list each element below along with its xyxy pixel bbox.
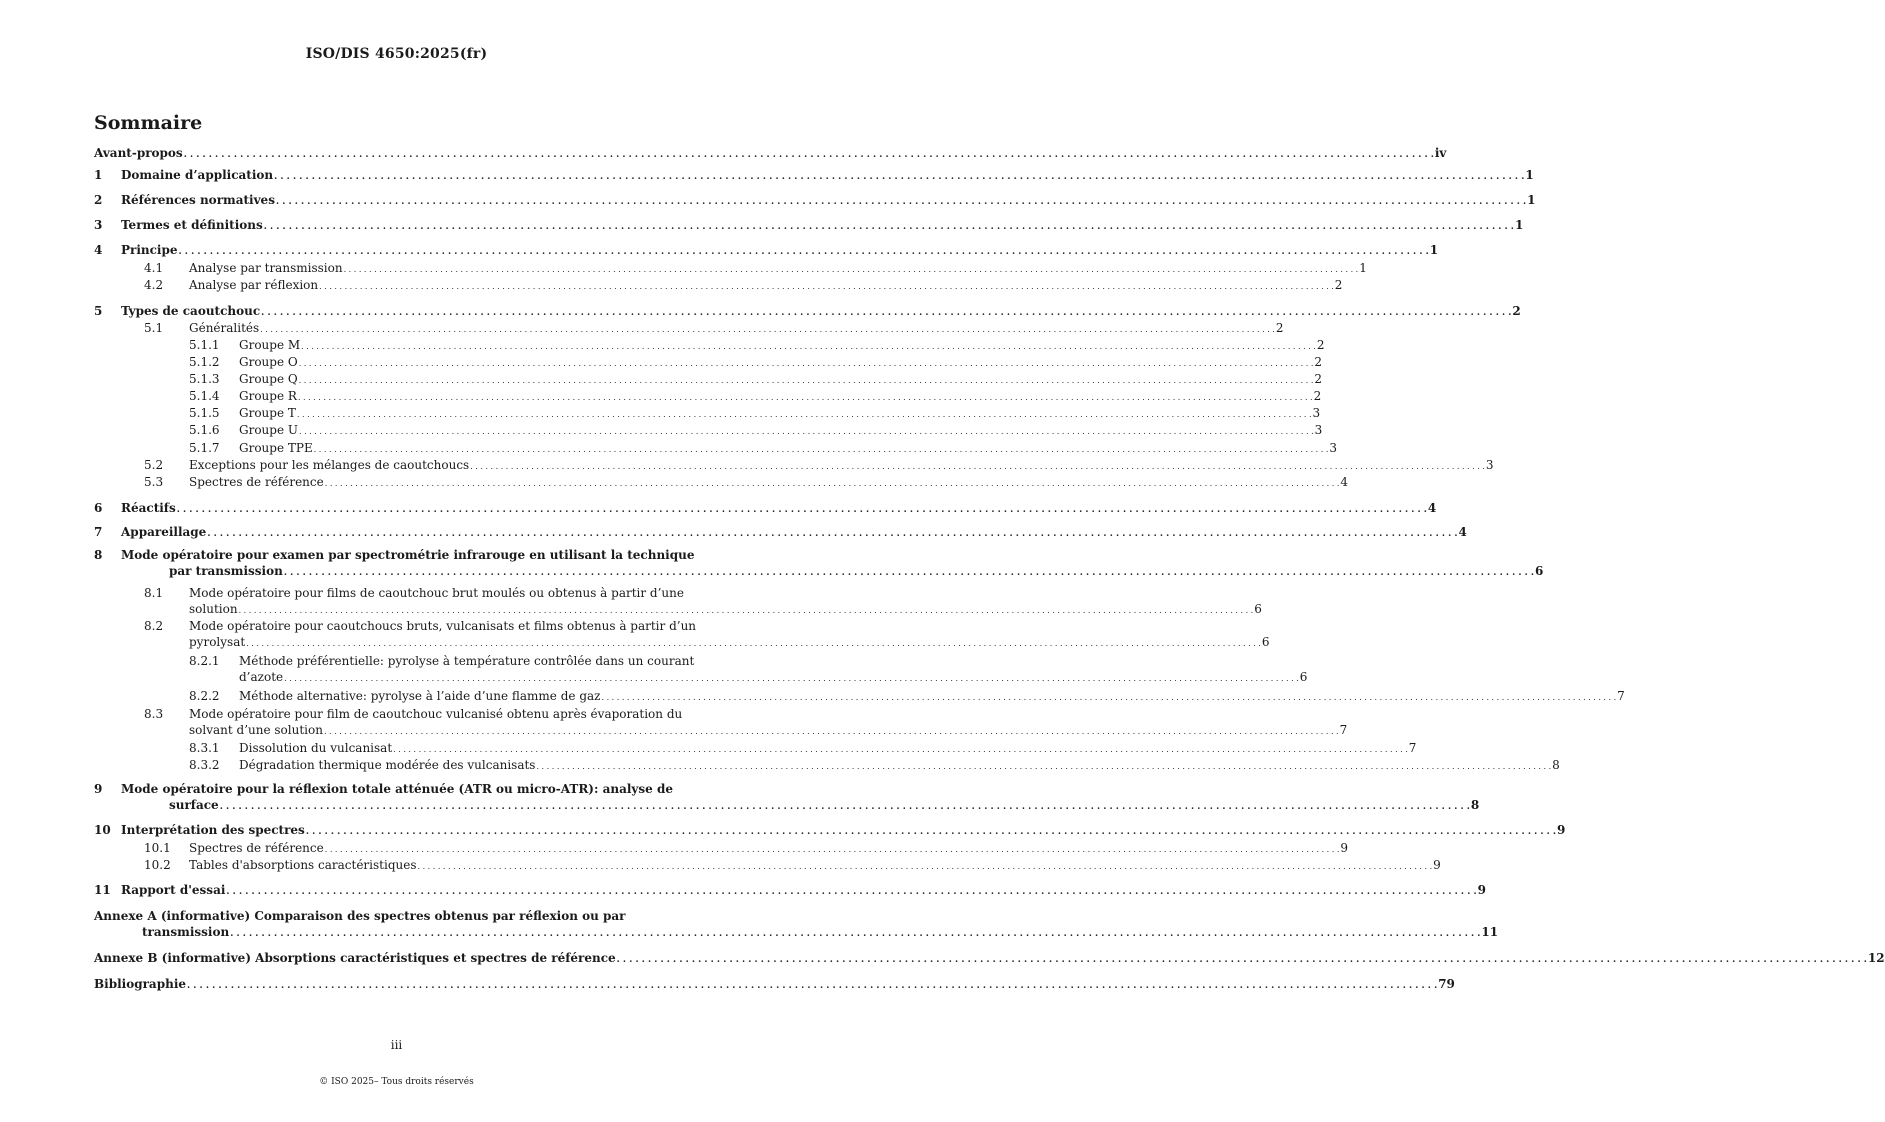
- toc-entry-number: 5.1.4: [189, 389, 220, 403]
- toc-entry-number: 5.1.1: [189, 338, 220, 352]
- toc-entry-page: 2: [1314, 355, 1323, 369]
- toc-entry-number: 8: [94, 548, 103, 562]
- toc-entry-number: 5.3: [144, 475, 164, 489]
- toc-entry-title: Groupe TPE: [239, 441, 313, 455]
- toc-dot-leader: . . . . . . . . . . . . . . . . . . . . . . . . . . . . . . . . . . . . . . . . . . . . . . . . . . . . . . . . . . . . . . . . . . . . . . . . . . . . . . . . . . . . . . . . . . . . . . . . . . . . . . . . . . . . . . . . . . . . . . . . . . . . . . . . . . . . . . . . . . . . . . . . . . . . . . . . . . . . . . . . . . . . . . . . . . . . . . . . . . . . . . . . . . . . . . . . . . . . . . . .: [226, 887, 1477, 897]
- toc-entry-page: 4: [1458, 525, 1467, 539]
- toc-entry-number: 8.3.1: [189, 741, 220, 755]
- toc-entry-page: 6: [1535, 564, 1544, 578]
- toc-entry-page: 2: [1275, 321, 1284, 335]
- toc-dot-leader: . . . . . . . . . . . . . . . . . . . . . . . . . . . . . . . . . . . . . . . . . . . . . . . . . . . . . . . . . . . . . . . . . . . . . . . . . . . . . . . . . . . . . . . . . . . . . . . . . . . . . . . . . . . . . . . . . . . . . . . . . . . . . . . . . . . . . . . . . . . . . . . . . . . . . . . . . . . . . . . . . . . . . . . . . . . . . . . . . . . . . . . . . . . . . . . . . . . . . . . .: [219, 802, 1470, 812]
- toc-entry-page: 9: [1433, 858, 1441, 872]
- toc-dot-leader: . . . . . . . . . . . . . . . . . . . . . . . . . . . . . . . . . . . . . . . . . . . . . . . . . . . . . . . . . . . . . . . . . . . . . . . . . . . . . . . . . . . . . . . . . . . . . . . . . . . . . . . . . . . . . . . . . . . . . . . . . . . . . . . . . . . . . . . . . . . . . . . . . . . . . . . . . . . . . . . . . . . . . . . . . . . . . . . . . . . . . . . . . . . . . . . . . . . . . . . .: [260, 325, 1275, 334]
- toc-entry[interactable]: [94, 474, 1349, 492]
- toc-entry-page: 3: [1314, 423, 1323, 437]
- toc-dot-leader: . . . . . . . . . . . . . . . . . . . . . . . . . . . . . . . . . . . . . . . . . . . . . . . . . . . . . . . . . . . . . . . . . . . . . . . . . . . . . . . . . . . . . . . . . . . . . . . . . . . . . . . . . . . . . . . . . . . . . . . . . . . . . . . . . . . . . . . . . . . . . . . . . . . . . . . . . . . . . . . . . . . . . . . . . . . . . . . . . . . . . . . . . . . . . . . . . . . . . . . .: [238, 606, 1254, 615]
- toc-dot-leader: . . . . . . . . . . . . . . . . . . . . . . . . . . . . . . . . . . . . . . . . . . . . . . . . . . . . . . . . . . . . . . . . . . . . . . . . . . . . . . . . . . . . . . . . . . . . . . . . . . . . . . . . . . . . . . . . . . . . . . . . . . . . . . . . . . . . . . . . . . . . . . . . . . . . . . . . . . . . . . . . . . . . . . . . . . . . . . . . . . . . . . . . . . . . . . . . . . . . . . . .: [299, 427, 1314, 436]
- toc-entry-page: 9: [1340, 841, 1349, 855]
- toc-entry-title: Généralités: [189, 321, 260, 335]
- toc-entry[interactable]: [94, 781, 1480, 815]
- toc-dot-leader: . . . . . . . . . . . . . . . . . . . . . . . . . . . . . . . . . . . . . . . . . . . . . . . . . . . . . . . . . . . . . . . . . . . . . . . . . . . . . . . . . . . . . . . . . . . . . . . . . . . . . . . . . . . . . . . . . . . . . . . . . . . . . . . . . . . . . . . . . . . . . . . . . . . . . . . . . . . . . . . . . . . . . . . . . . . . . . . . . . . . . . . . . . . . . . . . . . . . . . . .: [274, 172, 1525, 182]
- toc-entry-title: Spectres de référence: [189, 475, 324, 489]
- toc-entry-number: 5: [94, 304, 103, 318]
- toc-entry[interactable]: [94, 757, 1560, 775]
- toc-entry-number: 10.1: [144, 841, 171, 855]
- toc-entry-page: 1: [1525, 168, 1534, 182]
- toc-entry-number: 8.3: [144, 707, 164, 721]
- toc-entry-number: 4.2: [144, 278, 164, 292]
- toc-entry-page: 2: [1316, 338, 1325, 352]
- toc-dot-leader: . . . . . . . . . . . . . . . . . . . . . . . . . . . . . . . . . . . . . . . . . . . . . . . . . . . . . . . . . . . . . . . . . . . . . . . . . . . . . . . . . . . . . . . . . . . . . . . . . . . . . . . . . . . . . . . . . . . . . . . . . . . . . . . . . . . . . . . . . . . . . . . . . . . . . . . . . . . . . . . . . . . . . . . . . . . . . . . . . . . . . . . . . . . . . . . . . . . . . . . .: [601, 693, 1617, 702]
- toc-entry-page: 2: [1334, 278, 1343, 292]
- toc-entry[interactable]: [94, 688, 1625, 706]
- toc-entry-number: 11: [94, 883, 111, 897]
- toc-entry[interactable]: [94, 277, 1343, 295]
- toc-entry-title-line: Mode opératoire pour films de caoutchouc brut moulés ou obtenus à partir d’une: [189, 586, 684, 600]
- toc-entry[interactable]: [94, 457, 1494, 475]
- toc-entry-title: Annexe B (informative) Absorptions caractéristiques et spectres de référence: [94, 951, 616, 965]
- toc-entry-title: Domaine d’application: [121, 168, 274, 182]
- toc-entry-number: 8.2: [144, 619, 164, 633]
- toc-dot-leader: . . . . . . . . . . . . . . . . . . . . . . . . . . . . . . . . . . . . . . . . . . . . . . . . . . . . . . . . . . . . . . . . . . . . . . . . . . . . . . . . . . . . . . . . . . . . . . . . . . . . . . . . . . . . . . . . . . . . . . . . . . . . . . . . . . . . . . . . . . . . . . . . . . . . . . . . . . . . . . . . . . . . . . . . . . . . . . . . . . . . . . . . . . . . . . . . . . . . . . . .: [305, 827, 1557, 837]
- toc-dot-leader: . . . . . . . . . . . . . . . . . . . . . . . . . . . . . . . . . . . . . . . . . . . . . . . . . . . . . . . . . . . . . . . . . . . . . . . . . . . . . . . . . . . . . . . . . . . . . . . . . . . . . . . . . . . . . . . . . . . . . . . . . . . . . . . . . . . . . . . . . . . . . . . . . . . . . . . . . . . . . . . . . . . . . . . . . . . . . . . . . . . . . . . . . . . . . . . . . . . . . . . .: [324, 845, 1340, 854]
- toc-entry-number: 4: [94, 243, 103, 257]
- toc-entry-title: Analyse par réflexion: [189, 278, 319, 292]
- toc-entry-page: 6: [1299, 670, 1308, 684]
- toc-entry[interactable]: [94, 908, 1499, 942]
- toc-entry-title-line: Méthode préférentielle: pyrolyse à température contrôlée dans un courant: [239, 654, 695, 668]
- toc-entry-title: Bibliographie: [94, 977, 187, 991]
- toc-entry[interactable]: [94, 440, 1338, 458]
- toc-dot-leader: . . . . . . . . . . . . . . . . . . . . . . . . . . . . . . . . . . . . . . . . . . . . . . . . . . . . . . . . . . . . . . . . . . . . . . . . . . . . . . . . . . . . . . . . . . . . . . . . . . . . . . . . . . . . . . . . . . . . . . . . . . . . . . . . . . . . . . . . . . . . . . . . . . . . . . . . . . . . . . . . . . . . . . . . . . . . . . . . . . . . . . . . . . . . . . . . . . . . . . . .: [183, 150, 1434, 160]
- toc-dot-leader: . . . . . . . . . . . . . . . . . . . . . . . . . . . . . . . . . . . . . . . . . . . . . . . . . . . . . . . . . . . . . . . . . . . . . . . . . . . . . . . . . . . . . . . . . . . . . . . . . . . . . . . . . . . . . . . . . . . . . . . . . . . . . . . . . . . . . . . . . . . . . . . . . . . . . . . . . . . . . . . . . . . . . . . . . . . . . . . . . . . . . . . . . . . . . . . . . . . . . . . .: [284, 674, 1299, 683]
- toc-entry-title: transmission: [142, 925, 230, 939]
- toc-entry-page: 6: [1254, 602, 1262, 616]
- toc-entry[interactable]: [94, 242, 1439, 260]
- toc-entry[interactable]: [94, 524, 1467, 542]
- toc-entry-page: iv: [1434, 146, 1447, 160]
- toc-entry-page: 3: [1485, 458, 1494, 472]
- toc-entry-title: Dégradation thermique modérée des vulcanisats: [239, 758, 536, 772]
- toc-entry-title: Spectres de référence: [189, 841, 324, 855]
- toc-title: Sommaire: [94, 112, 203, 134]
- toc-entry-title: Dissolution du vulcanisat: [239, 741, 393, 755]
- toc-dot-leader: . . . . . . . . . . . . . . . . . . . . . . . . . . . . . . . . . . . . . . . . . . . . . . . . . . . . . . . . . . . . . . . . . . . . . . . . . . . . . . . . . . . . . . . . . . . . . . . . . . . . . . . . . . . . . . . . . . . . . . . . . . . . . . . . . . . . . . . . . . . . . . . . . . . . . . . . . . . . . . . . . . . . . . . . . . . . . . . . . . . . . . . . . . . . . . . . . . . . . . . .: [246, 639, 1261, 648]
- toc-entry[interactable]: [94, 371, 1323, 389]
- toc-dot-leader: . . . . . . . . . . . . . . . . . . . . . . . . . . . . . . . . . . . . . . . . . . . . . . . . . . . . . . . . . . . . . . . . . . . . . . . . . . . . . . . . . . . . . . . . . . . . . . . . . . . . . . . . . . . . . . . . . . . . . . . . . . . . . . . . . . . . . . . . . . . . . . . . . . . . . . . . . . . . . . . . . . . . . . . . . . . . . . . . . . . . . . . . . . . . . . . . . . . . . . . .: [393, 745, 1408, 754]
- toc-dot-leader: . . . . . . . . . . . . . . . . . . . . . . . . . . . . . . . . . . . . . . . . . . . . . . . . . . . . . . . . . . . . . . . . . . . . . . . . . . . . . . . . . . . . . . . . . . . . . . . . . . . . . . . . . . . . . . . . . . . . . . . . . . . . . . . . . . . . . . . . . . . . . . . . . . . . . . . . . . . . . . . . . . . . . . . . . . . . . . . . . . . . . . . . . . . . . . . . . . . . . . . .: [263, 222, 1514, 232]
- toc-entry-title: Principe: [121, 243, 178, 257]
- toc-entry-number: 5.1.2: [189, 355, 220, 369]
- toc-entry-title-line: Mode opératoire pour caoutchoucs bruts, vulcanisats et films obtenus à partir d’un: [189, 619, 697, 633]
- toc-entry-title: Groupe R: [239, 389, 297, 403]
- toc-entry[interactable]: [94, 585, 1262, 619]
- toc-dot-leader: . . . . . . . . . . . . . . . . . . . . . . . . . . . . . . . . . . . . . . . . . . . . . . . . . . . . . . . . . . . . . . . . . . . . . . . . . . . . . . . . . . . . . . . . . . . . . . . . . . . . . . . . . . . . . . . . . . . . . . . . . . . . . . . . . . . . . . . . . . . . . . . . . . . . . . . . . . . . . . . . . . . . . . . . . . . . . . . . . . . . . . . . . . . . . . . . . . . . . . . .: [319, 282, 1334, 291]
- toc-entry-title: Termes et définitions: [121, 218, 263, 232]
- toc-dot-leader: . . . . . . . . . . . . . . . . . . . . . . . . . . . . . . . . . . . . . . . . . . . . . . . . . . . . . . . . . . . . . . . . . . . . . . . . . . . . . . . . . . . . . . . . . . . . . . . . . . . . . . . . . . . . . . . . . . . . . . . . . . . . . . . . . . . . . . . . . . . . . . . . . . . . . . . . . . . . . . . . . . . . . . . . . . . . . . . . . . . . . . . . . . . . . . . . . . . . . . . .: [616, 955, 1867, 965]
- toc-entry-title: Interprétation des spectres: [121, 823, 305, 837]
- toc-entry-page: 12: [1867, 951, 1885, 965]
- toc-dot-leader: . . . . . . . . . . . . . . . . . . . . . . . . . . . . . . . . . . . . . . . . . . . . . . . . . . . . . . . . . . . . . . . . . . . . . . . . . . . . . . . . . . . . . . . . . . . . . . . . . . . . . . . . . . . . . . . . . . . . . . . . . . . . . . . . . . . . . . . . . . . . . . . . . . . . . . . . . . . . . . . . . . . . . . . . . . . . . . . . . . . . . . . . . . . . . . . . . . . . . . . .: [417, 862, 1433, 871]
- toc-entry-page: 1: [1514, 218, 1524, 232]
- toc-entry-title: solvant d’une solution: [189, 723, 323, 737]
- toc-dot-leader: . . . . . . . . . . . . . . . . . . . . . . . . . . . . . . . . . . . . . . . . . . . . . . . . . . . . . . . . . . . . . . . . . . . . . . . . . . . . . . . . . . . . . . . . . . . . . . . . . . . . . . . . . . . . . . . . . . . . . . . . . . . . . . . . . . . . . . . . . . . . . . . . . . . . . . . . . . . . . . . . . . . . . . . . . . . . . . . . . . . . . . . . . . . . . . . . . . . . . . . .: [176, 505, 1427, 515]
- toc-entry-number: 6: [94, 501, 103, 515]
- toc-entry-number: 8.2.2: [189, 689, 220, 703]
- toc-entry[interactable]: [94, 337, 1325, 355]
- toc-dot-leader: . . . . . . . . . . . . . . . . . . . . . . . . . . . . . . . . . . . . . . . . . . . . . . . . . . . . . . . . . . . . . . . . . . . . . . . . . . . . . . . . . . . . . . . . . . . . . . . . . . . . . . . . . . . . . . . . . . . . . . . . . . . . . . . . . . . . . . . . . . . . . . . . . . . . . . . . . . . . . . . . . . . . . . . . . . . . . . . . . . . . . . . . . . . . . . . . . . . . . . . .: [470, 462, 1485, 471]
- toc-entry-page: 4: [1340, 475, 1349, 489]
- toc-entry[interactable]: [94, 405, 1321, 423]
- toc-entry-title: Réactifs: [121, 501, 176, 515]
- toc-entry-number: 10.2: [144, 858, 171, 872]
- toc-entry[interactable]: [94, 422, 1323, 440]
- toc-entry-number: 8.3.2: [189, 758, 220, 772]
- toc-entry-title-line: Mode opératoire pour la réflexion totale atténuée (ATR ou micro-ATR): analyse de: [121, 782, 673, 796]
- toc-entry-number: 4.1: [144, 261, 164, 275]
- toc-dot-leader: . . . . . . . . . . . . . . . . . . . . . . . . . . . . . . . . . . . . . . . . . . . . . . . . . . . . . . . . . . . . . . . . . . . . . . . . . . . . . . . . . . . . . . . . . . . . . . . . . . . . . . . . . . . . . . . . . . . . . . . . . . . . . . . . . . . . . . . . . . . . . . . . . . . . . . . . . . . . . . . . . . . . . . . . . . . . . . . . . . . . . . . . . . . . . . . . . . . . . . . .: [187, 981, 1438, 991]
- toc-entry-title: Exceptions pour les mélanges de caoutchoucs: [189, 458, 470, 472]
- toc-dot-leader: . . . . . . . . . . . . . . . . . . . . . . . . . . . . . . . . . . . . . . . . . . . . . . . . . . . . . . . . . . . . . . . . . . . . . . . . . . . . . . . . . . . . . . . . . . . . . . . . . . . . . . . . . . . . . . . . . . . . . . . . . . . . . . . . . . . . . . . . . . . . . . . . . . . . . . . . . . . . . . . . . . . . . . . . . . . . . . . . . . . . . . . . . . . . . . . . . . . . . . . .: [261, 308, 1512, 318]
- toc-entry-title: d’azote: [239, 670, 284, 684]
- toc-entry-number: 3: [94, 218, 103, 232]
- toc-entry-page: 1: [1429, 243, 1439, 257]
- toc-entry-page: 9: [1557, 823, 1566, 837]
- toc-entry-page: 1: [1359, 261, 1367, 275]
- toc-entry[interactable]: [94, 976, 1455, 994]
- toc-entry[interactable]: [94, 303, 1521, 321]
- toc-dot-leader: . . . . . . . . . . . . . . . . . . . . . . . . . . . . . . . . . . . . . . . . . . . . . . . . . . . . . . . . . . . . . . . . . . . . . . . . . . . . . . . . . . . . . . . . . . . . . . . . . . . . . . . . . . . . . . . . . . . . . . . . . . . . . . . . . . . . . . . . . . . . . . . . . . . . . . . . . . . . . . . . . . . . . . . . . . . . . . . . . . . . . . . . . . . . . . . . . . . . . . . .: [536, 762, 1552, 771]
- toc-entry-page: 8: [1552, 758, 1560, 772]
- toc-entry-page: 7: [1408, 741, 1417, 755]
- toc-entry-number: 7: [94, 525, 103, 539]
- toc-entry[interactable]: [94, 740, 1417, 758]
- toc-entry-title: Références normatives: [121, 193, 275, 207]
- toc-entry[interactable]: [94, 354, 1323, 372]
- toc-entry-title: solution: [189, 602, 238, 616]
- toc-entry-page: 4: [1427, 501, 1437, 515]
- toc-entry[interactable]: [94, 857, 1441, 875]
- toc-entry[interactable]: [94, 882, 1486, 900]
- toc-entry-title: pyrolysat: [189, 635, 246, 649]
- toc-entry-page: 3: [1329, 441, 1338, 455]
- toc-entry-title: par transmission: [169, 564, 283, 578]
- toc-entry-number: 5.1: [144, 321, 164, 335]
- toc-entry-title: Groupe T: [239, 406, 296, 420]
- toc-entry-page: 2: [1512, 304, 1521, 318]
- document-header: ISO/DIS 4650:2025(fr): [305, 46, 488, 62]
- toc-dot-leader: . . . . . . . . . . . . . . . . . . . . . . . . . . . . . . . . . . . . . . . . . . . . . . . . . . . . . . . . . . . . . . . . . . . . . . . . . . . . . . . . . . . . . . . . . . . . . . . . . . . . . . . . . . . . . . . . . . . . . . . . . . . . . . . . . . . . . . . . . . . . . . . . . . . . . . . . . . . . . . . . . . . . . . . . . . . . . . . . . . . . . . . . . . . . . . . . . . . . . . . .: [298, 359, 1314, 368]
- toc-entry-number: 5.2: [144, 458, 164, 472]
- toc-entry-title-line: Mode opératoire pour film de caoutchouc vulcanisé obtenu après évaporation du: [189, 707, 683, 721]
- page-number: iii: [390, 1038, 403, 1052]
- toc-entry[interactable]: [94, 388, 1322, 406]
- toc-dot-leader: . . . . . . . . . . . . . . . . . . . . . . . . . . . . . . . . . . . . . . . . . . . . . . . . . . . . . . . . . . . . . . . . . . . . . . . . . . . . . . . . . . . . . . . . . . . . . . . . . . . . . . . . . . . . . . . . . . . . . . . . . . . . . . . . . . . . . . . . . . . . . . . . . . . . . . . . . . . . . . . . . . . . . . . . . . . . . . . . . . . . . . . . . . . . . . . . . . . . . . . .: [297, 393, 1313, 402]
- toc-entry-number: 2: [94, 193, 103, 207]
- toc-entry-title: Rapport d'essai: [121, 883, 226, 897]
- toc-entry-title: Analyse par transmission: [189, 261, 343, 275]
- toc-entry[interactable]: [94, 822, 1566, 840]
- toc-dot-leader: . . . . . . . . . . . . . . . . . . . . . . . . . . . . . . . . . . . . . . . . . . . . . . . . . . . . . . . . . . . . . . . . . . . . . . . . . . . . . . . . . . . . . . . . . . . . . . . . . . . . . . . . . . . . . . . . . . . . . . . . . . . . . . . . . . . . . . . . . . . . . . . . . . . . . . . . . . . . . . . . . . . . . . . . . . . . . . . . . . . . . . . . . . . . . . . . . . . . . . . .: [207, 529, 1458, 539]
- toc-dot-leader: . . . . . . . . . . . . . . . . . . . . . . . . . . . . . . . . . . . . . . . . . . . . . . . . . . . . . . . . . . . . . . . . . . . . . . . . . . . . . . . . . . . . . . . . . . . . . . . . . . . . . . . . . . . . . . . . . . . . . . . . . . . . . . . . . . . . . . . . . . . . . . . . . . . . . . . . . . . . . . . . . . . . . . . . . . . . . . . . . . . . . . . . . . . . . . . . . . . . . . . .: [313, 445, 1329, 454]
- toc-entry-page: 2: [1314, 372, 1323, 386]
- toc-dot-leader: . . . . . . . . . . . . . . . . . . . . . . . . . . . . . . . . . . . . . . . . . . . . . . . . . . . . . . . . . . . . . . . . . . . . . . . . . . . . . . . . . . . . . . . . . . . . . . . . . . . . . . . . . . . . . . . . . . . . . . . . . . . . . . . . . . . . . . . . . . . . . . . . . . . . . . . . . . . . . . . . . . . . . . . . . . . . . . . . . . . . . . . . . . . . . . . . . . . . . . . .: [178, 247, 1429, 257]
- toc-entry-title-line: Annexe A (informative) Comparaison des spectres obtenus par réflexion ou par: [94, 909, 626, 923]
- toc-entry[interactable]: [94, 840, 1349, 858]
- toc-dot-leader: . . . . . . . . . . . . . . . . . . . . . . . . . . . . . . . . . . . . . . . . . . . . . . . . . . . . . . . . . . . . . . . . . . . . . . . . . . . . . . . . . . . . . . . . . . . . . . . . . . . . . . . . . . . . . . . . . . . . . . . . . . . . . . . . . . . . . . . . . . . . . . . . . . . . . . . . . . . . . . . . . . . . . . . . . . . . . . . . . . . . . . . . . . . . . . . . . . . . . . . .: [324, 479, 1340, 488]
- toc-dot-leader: . . . . . . . . . . . . . . . . . . . . . . . . . . . . . . . . . . . . . . . . . . . . . . . . . . . . . . . . . . . . . . . . . . . . . . . . . . . . . . . . . . . . . . . . . . . . . . . . . . . . . . . . . . . . . . . . . . . . . . . . . . . . . . . . . . . . . . . . . . . . . . . . . . . . . . . . . . . . . . . . . . . . . . . . . . . . . . . . . . . . . . . . . . . . . . . . . . . . . . . .: [343, 265, 1359, 274]
- toc-entry-title: Groupe U: [239, 423, 298, 437]
- toc-entry[interactable]: [94, 653, 1308, 687]
- toc-entry-title: Avant-propos: [94, 146, 183, 160]
- toc-entry[interactable]: [94, 192, 1536, 210]
- toc-entry-page: 7: [1339, 723, 1348, 737]
- toc-entry-page: 9: [1477, 883, 1486, 897]
- toc-entry[interactable]: [94, 500, 1437, 518]
- toc-entry-number: 8.2.1: [189, 654, 220, 668]
- toc-entry-title: Groupe M: [239, 338, 301, 352]
- toc-entry[interactable]: [94, 260, 1367, 278]
- toc-entry-title: Groupe Q: [239, 372, 298, 386]
- toc-dot-leader: . . . . . . . . . . . . . . . . . . . . . . . . . . . . . . . . . . . . . . . . . . . . . . . . . . . . . . . . . . . . . . . . . . . . . . . . . . . . . . . . . . . . . . . . . . . . . . . . . . . . . . . . . . . . . . . . . . . . . . . . . . . . . . . . . . . . . . . . . . . . . . . . . . . . . . . . . . . . . . . . . . . . . . . . . . . . . . . . . . . . . . . . . . . . . . . . . . . . . . . .: [298, 376, 1314, 385]
- toc-entry-page: 8: [1470, 798, 1480, 812]
- toc-entry-title: Types de caoutchouc: [121, 304, 261, 318]
- toc-entry-title: Tables d'absorptions caractéristiques: [189, 858, 417, 872]
- toc-dot-leader: . . . . . . . . . . . . . . . . . . . . . . . . . . . . . . . . . . . . . . . . . . . . . . . . . . . . . . . . . . . . . . . . . . . . . . . . . . . . . . . . . . . . . . . . . . . . . . . . . . . . . . . . . . . . . . . . . . . . . . . . . . . . . . . . . . . . . . . . . . . . . . . . . . . . . . . . . . . . . . . . . . . . . . . . . . . . . . . . . . . . . . . . . . . . . . . . . . . . . . . .: [296, 410, 1312, 419]
- toc-entry-number: 9: [94, 782, 103, 796]
- toc-entry-page: 11: [1481, 925, 1499, 939]
- toc-entry-number: 5.1.7: [189, 441, 220, 455]
- toc-entry-number: 8.1: [144, 586, 164, 600]
- toc-entry[interactable]: [94, 167, 1534, 185]
- toc-entry[interactable]: [94, 145, 1447, 163]
- toc-entry[interactable]: [94, 547, 1544, 581]
- copyright-footer: © ISO 2025– Tous droits réservés: [319, 1077, 474, 1087]
- toc-entry-title: surface: [169, 798, 219, 812]
- toc-entry[interactable]: [94, 217, 1524, 235]
- toc-entry[interactable]: [94, 706, 1348, 740]
- toc-entry-title: Groupe O: [239, 355, 298, 369]
- toc-entry-page: 1: [1527, 193, 1536, 207]
- toc-entry-page: 6: [1261, 635, 1270, 649]
- toc-entry-title: Appareillage: [121, 525, 207, 539]
- toc-entry-number: 5.1.5: [189, 406, 220, 420]
- toc-entry-page: 2: [1313, 389, 1322, 403]
- toc-entry-page: 7: [1617, 689, 1625, 703]
- toc-entry-page: 79: [1438, 977, 1455, 991]
- toc-dot-leader: . . . . . . . . . . . . . . . . . . . . . . . . . . . . . . . . . . . . . . . . . . . . . . . . . . . . . . . . . . . . . . . . . . . . . . . . . . . . . . . . . . . . . . . . . . . . . . . . . . . . . . . . . . . . . . . . . . . . . . . . . . . . . . . . . . . . . . . . . . . . . . . . . . . . . . . . . . . . . . . . . . . . . . . . . . . . . . . . . . . . . . . . . . . . . . . . . . . . . . . .: [275, 197, 1527, 207]
- toc-entry[interactable]: [94, 320, 1284, 338]
- toc-entry-number: 5.1.6: [189, 423, 220, 437]
- toc-dot-leader: . . . . . . . . . . . . . . . . . . . . . . . . . . . . . . . . . . . . . . . . . . . . . . . . . . . . . . . . . . . . . . . . . . . . . . . . . . . . . . . . . . . . . . . . . . . . . . . . . . . . . . . . . . . . . . . . . . . . . . . . . . . . . . . . . . . . . . . . . . . . . . . . . . . . . . . . . . . . . . . . . . . . . . . . . . . . . . . . . . . . . . . . . . . . . . . . . . . . . . . .: [323, 727, 1339, 736]
- toc-entry[interactable]: [94, 618, 1270, 652]
- toc-entry-number: 5.1.3: [189, 372, 220, 386]
- toc-dot-leader: . . . . . . . . . . . . . . . . . . . . . . . . . . . . . . . . . . . . . . . . . . . . . . . . . . . . . . . . . . . . . . . . . . . . . . . . . . . . . . . . . . . . . . . . . . . . . . . . . . . . . . . . . . . . . . . . . . . . . . . . . . . . . . . . . . . . . . . . . . . . . . . . . . . . . . . . . . . . . . . . . . . . . . . . . . . . . . . . . . . . . . . . . . . . . . . . . . . . . . . .: [301, 342, 1316, 351]
- toc-entry-page: 3: [1312, 406, 1321, 420]
- toc-entry[interactable]: [94, 950, 1885, 968]
- toc-entry-number: 10: [94, 823, 111, 837]
- toc-dot-leader: . . . . . . . . . . . . . . . . . . . . . . . . . . . . . . . . . . . . . . . . . . . . . . . . . . . . . . . . . . . . . . . . . . . . . . . . . . . . . . . . . . . . . . . . . . . . . . . . . . . . . . . . . . . . . . . . . . . . . . . . . . . . . . . . . . . . . . . . . . . . . . . . . . . . . . . . . . . . . . . . . . . . . . . . . . . . . . . . . . . . . . . . . . . . . . . . . . . . . . . .: [230, 929, 1481, 939]
- toc-entry-number: 1: [94, 168, 103, 182]
- toc-entry-title-line: Mode opératoire pour examen par spectrométrie infrarouge en utilisant la technique: [121, 548, 695, 562]
- toc-dot-leader: . . . . . . . . . . . . . . . . . . . . . . . . . . . . . . . . . . . . . . . . . . . . . . . . . . . . . . . . . . . . . . . . . . . . . . . . . . . . . . . . . . . . . . . . . . . . . . . . . . . . . . . . . . . . . . . . . . . . . . . . . . . . . . . . . . . . . . . . . . . . . . . . . . . . . . . . . . . . . . . . . . . . . . . . . . . . . . . . . . . . . . . . . . . . . . . . . . . . . . . .: [283, 568, 1535, 578]
- toc-entry-title: Méthode alternative: pyrolyse à l’aide d’une flamme de gaz: [239, 689, 601, 703]
